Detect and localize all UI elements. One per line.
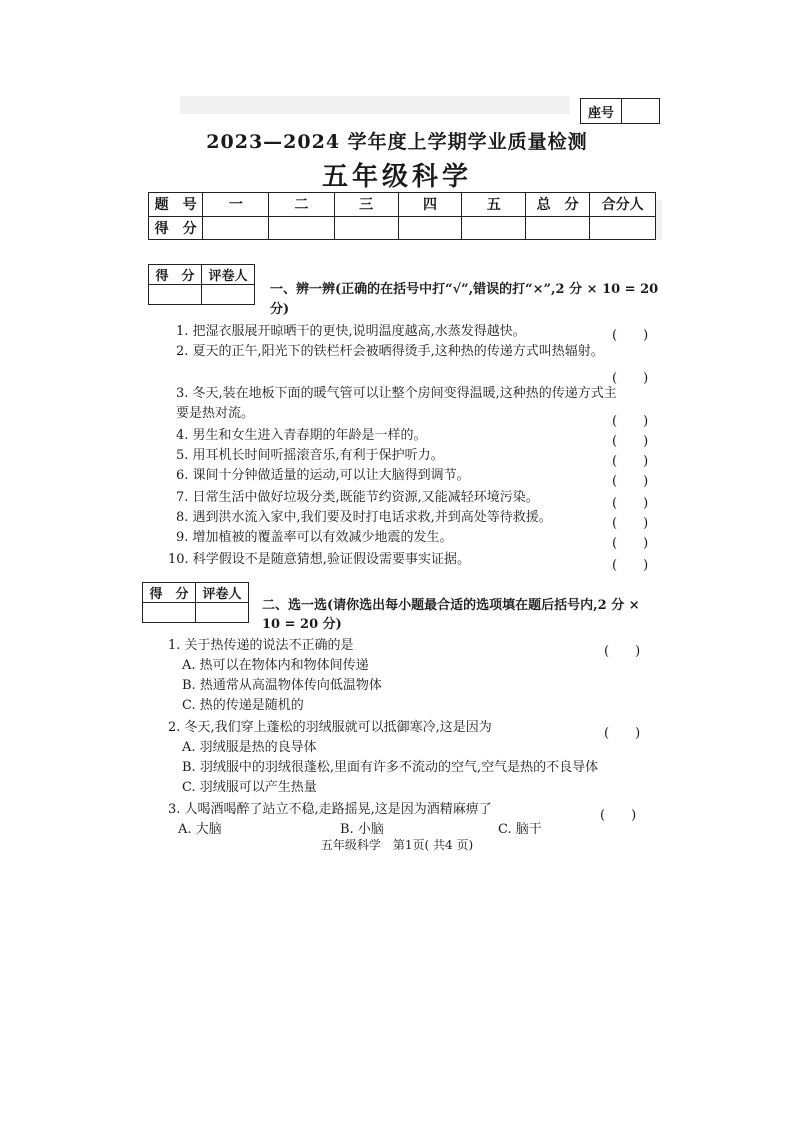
judge-item-7: 7. 日常生活中做好垃圾分类,既能节约资源,又能减轻环境污染。 [176, 490, 539, 505]
page-footer: 五年级科学 第1页( 共4 页) [320, 838, 474, 852]
seat-number-field[interactable] [622, 99, 659, 123]
answer-paren[interactable]: ( ) [612, 558, 649, 573]
grader-label: 评卷人 [202, 265, 255, 285]
grader-score-field[interactable] [149, 285, 202, 305]
bleed-through-right [656, 200, 662, 240]
judge-item-8: 8. 遇到洪水流入家中,我们要及时打电话求救,并到高处等待救援。 [176, 510, 552, 525]
answer-paren[interactable]: ( ) [612, 496, 649, 511]
score-table-cell: 三 [334, 193, 398, 217]
score-input-cell[interactable] [462, 216, 526, 240]
answer-paren[interactable]: ( ) [600, 808, 637, 823]
option-c: C. 热的传递是随机的 [182, 698, 304, 713]
score-table-cell: 二 [269, 193, 335, 217]
section2-heading-line1: 二、选一选(请你选出每小题最合适的选项填在题后括号内,2 分 × [262, 598, 640, 613]
seat-number-label: 座号 [581, 99, 622, 123]
answer-paren[interactable]: ( ) [612, 414, 649, 429]
option-c: C. 脑干 [498, 822, 542, 837]
grader-label: 评卷人 [196, 583, 249, 603]
bleed-through-top [180, 96, 570, 114]
judge-item-9: 9. 增加植被的覆盖率可以有效减少地震的发生。 [176, 530, 453, 545]
score-input-cell[interactable] [334, 216, 398, 240]
score-table-cell: 总 分 [526, 193, 590, 217]
choice-question-3: 3. 人喝酒喝醉了站立不稳,走路摇晃,这是因为酒精麻痹了 [168, 802, 492, 817]
exam-year-title: 2023—2024 学年度上学期学业质量检测 [206, 131, 588, 153]
judge-item-1: 1. 把湿衣服展开晾晒干的更快,说明温度越高,水蒸发得越快。 [176, 324, 526, 339]
section2-heading-line2: 10 = 20 分) [262, 617, 342, 632]
score-table-cell: 五 [462, 193, 526, 217]
grader-score-field[interactable] [143, 603, 196, 623]
score-table-cell: 题 号 [149, 193, 203, 217]
judge-item-4: 4. 男生和女生进入青春期的年龄是一样的。 [176, 428, 427, 443]
section1-grader-box [148, 264, 255, 305]
answer-paren[interactable]: ( ) [612, 536, 649, 551]
grader-score-label: 得 分 [149, 265, 202, 285]
score-input-cell[interactable] [526, 216, 590, 240]
score-table-cell: 合分人 [590, 193, 656, 217]
judge-item-10: 10. 科学假设不是随意猜想,验证假设需要事实证据。 [168, 552, 470, 567]
answer-paren[interactable]: ( ) [612, 516, 649, 531]
option-a: A. 大脑 [178, 822, 222, 837]
option-a: A. 热可以在物体内和物体间传递 [182, 658, 369, 673]
choice-question-1: 1. 关于热传递的说法不正确的是 [168, 638, 354, 653]
answer-paren[interactable]: ( ) [612, 434, 649, 449]
subject-title: 五年级科学 [321, 162, 472, 192]
answer-paren[interactable]: ( ) [604, 726, 641, 741]
answer-paren[interactable]: ( ) [612, 474, 649, 489]
answer-paren[interactable]: ( ) [604, 644, 641, 659]
score-input-cell[interactable] [203, 216, 269, 240]
section2-grader-box [142, 582, 249, 623]
answer-paren[interactable]: ( ) [612, 371, 649, 386]
option-b: B. 羽绒服中的羽绒很蓬松,里面有许多不流动的空气,空气是热的不良导体 [182, 760, 599, 775]
choice-question-2: 2. 冬天,我们穿上蓬松的羽绒服就可以抵御寒冷,这是因为 [168, 720, 492, 735]
judge-item-6: 6. 课间十分钟做适量的运动,可以让大脑得到调节。 [176, 468, 470, 483]
score-table-cell: 得 分 [149, 216, 203, 240]
grader-field[interactable] [196, 603, 249, 623]
option-c: C. 羽绒服可以产生热量 [182, 780, 317, 795]
score-input-cell[interactable] [269, 216, 335, 240]
judge-item-2: 2. 夏天的正午,阳光下的铁栏杆会被晒得烫手,这种热的传递方式叫热辐射。 [176, 344, 604, 359]
score-input-cell[interactable] [590, 216, 656, 240]
section1-heading: 一、辨一辨(正确的在括号中打“√”,错误的打“×”,2 分 × 10 = 20 分) [270, 282, 659, 317]
grader-field[interactable] [202, 285, 255, 305]
option-b: B. 小脑 [340, 822, 384, 837]
answer-paren[interactable]: ( ) [612, 328, 649, 343]
option-a: A. 羽绒服是热的良导体 [182, 740, 317, 755]
score-table-score-row [149, 216, 656, 240]
grader-score-label: 得 分 [143, 583, 196, 603]
score-table-cell: 一 [203, 193, 269, 217]
judge-item-3: 3. 冬天,装在地板下面的暖气管可以让整个房间变得温暖,这种热的传递方式主要是热对流。 [176, 386, 617, 421]
seat-number-box [580, 98, 660, 124]
score-table-header-row [149, 193, 656, 217]
judge-item-5: 5. 用耳机长时间听摇滚音乐,有利于保护听力。 [176, 448, 444, 463]
score-table-cell: 四 [398, 193, 462, 217]
score-input-cell[interactable] [398, 216, 462, 240]
score-table [148, 192, 656, 240]
answer-paren[interactable]: ( ) [612, 454, 649, 469]
option-b: B. 热通常从高温物体传向低温物体 [182, 678, 382, 693]
